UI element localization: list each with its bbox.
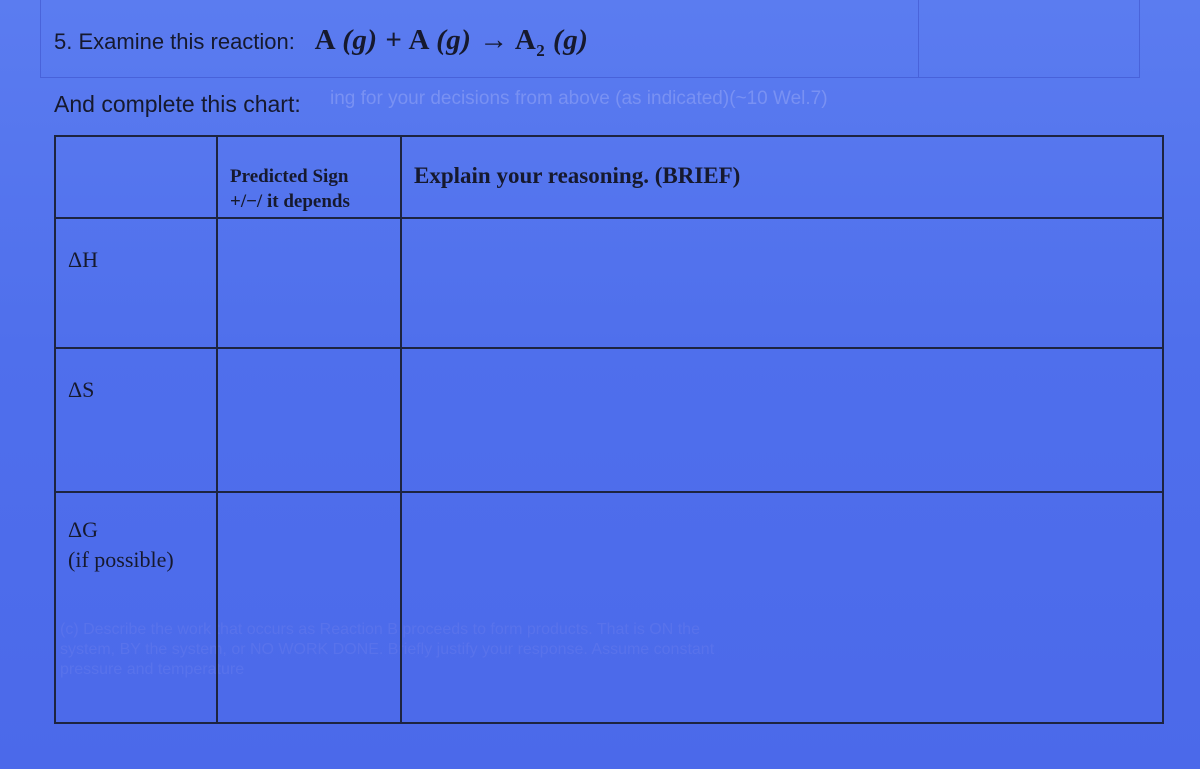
header-explain-reasoning — [401, 136, 1163, 218]
delta-g-reasoning-cell[interactable] — [401, 492, 1163, 723]
table-row — [55, 218, 1163, 348]
phase-3: (g) — [553, 24, 589, 56]
table-row — [55, 348, 1163, 492]
row-label-cell — [55, 218, 217, 348]
delta-g-sign-cell[interactable] — [217, 492, 401, 723]
predicted-sign-label: Predicted Sign — [230, 166, 349, 187]
header-empty-cell — [55, 136, 217, 218]
sign-options-label: +/−/ it depends — [230, 191, 350, 212]
delta-h-label: ΔH — [68, 247, 99, 272]
delta-s-reasoning-cell[interactable] — [401, 348, 1163, 492]
table-header-row — [55, 136, 1163, 218]
top-form-divider — [918, 0, 919, 77]
phase-1: (g) — [342, 24, 378, 56]
question-heading — [54, 24, 588, 61]
row-label-cell — [55, 348, 217, 492]
reactant-2: A — [408, 24, 429, 56]
bleed-line: pressure and temperature — [60, 661, 245, 678]
bleed-line: (c) Describe the work that occurs as Reaction B proceeds to form products. That is ON the — [60, 621, 700, 638]
delta-g-label-block — [56, 493, 216, 575]
table-row — [55, 492, 1163, 723]
delta-g-sublabel: (if possible) — [68, 547, 174, 572]
header-predicted-sign — [217, 136, 401, 218]
product-subscript: 2 — [536, 40, 546, 60]
reaction-arrow: → — [479, 24, 509, 56]
thermo-chart-table — [54, 135, 1164, 724]
product: A — [514, 24, 537, 56]
explain-reasoning-label: Explain your reasoning. (BRIEF) — [414, 163, 741, 188]
bleed-through-text: ing for your decisions from above (as indicated)(~10 Wel.7) — [330, 88, 828, 109]
bleed-line: system, BY the system, or NO WORK DONE. Briefly justify your response. Assume constant — [60, 641, 715, 658]
delta-h-reasoning-cell[interactable] — [401, 218, 1163, 348]
delta-h-sign-cell[interactable] — [217, 218, 401, 348]
plus-sign: + — [385, 24, 403, 56]
phase-2: (g) — [436, 24, 472, 56]
delta-s-sign-cell[interactable] — [217, 348, 401, 492]
reactant-1: A — [314, 24, 335, 56]
delta-s-label: ΔS — [68, 377, 95, 402]
delta-g-label: ΔG — [68, 517, 99, 542]
question-lead: 5. Examine this reaction: — [54, 29, 295, 54]
instruction-text: And complete this chart: — [54, 91, 301, 117]
reaction-equation — [314, 24, 589, 60]
row-label-cell — [55, 492, 217, 723]
